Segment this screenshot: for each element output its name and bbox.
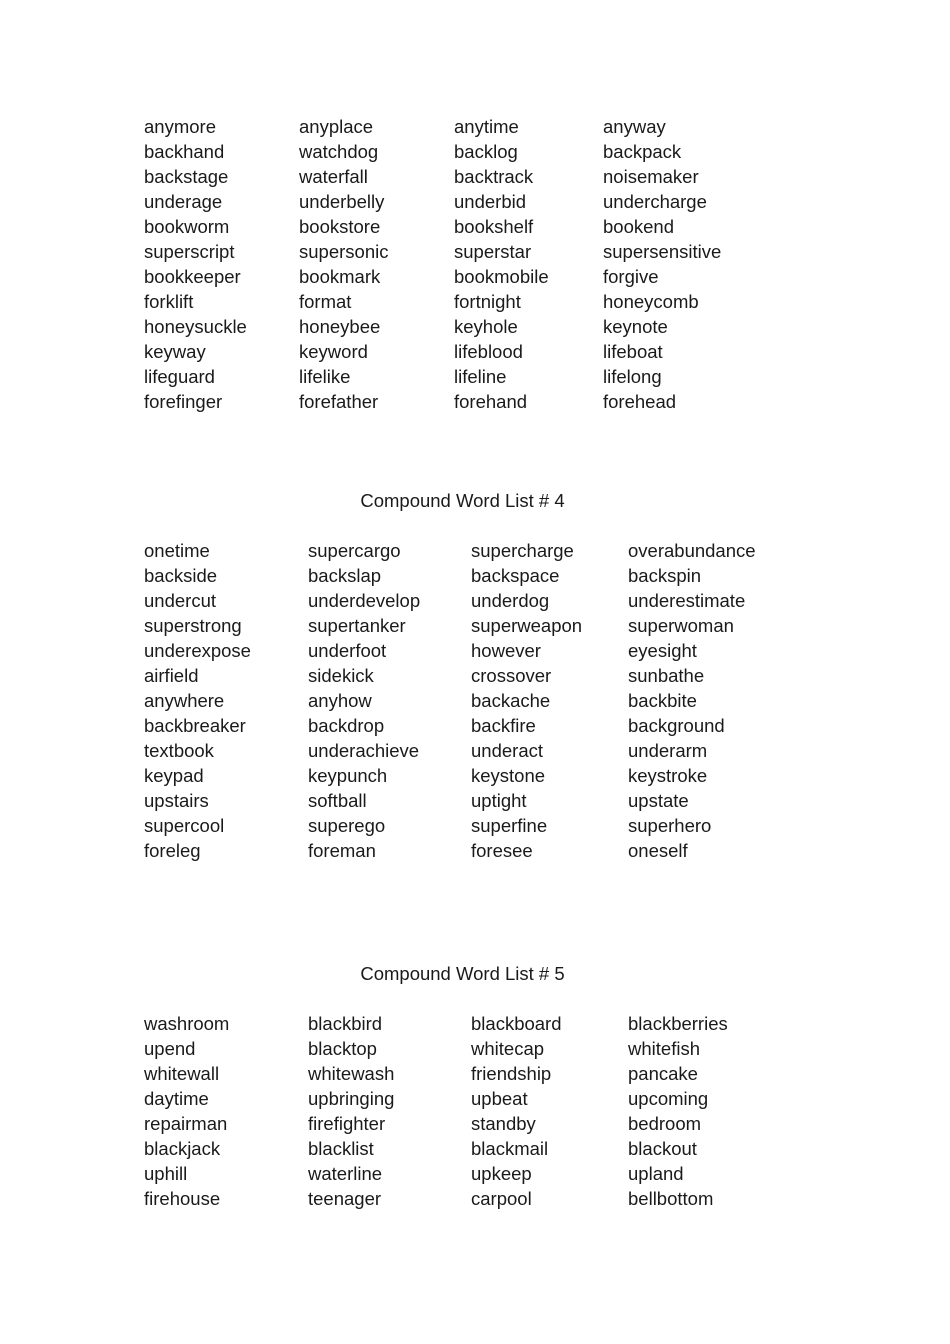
word: repairman bbox=[144, 1113, 228, 1134]
word: keystroke bbox=[628, 765, 708, 786]
table-row bbox=[144, 688, 828, 713]
word: keypunch bbox=[308, 765, 388, 786]
word: keynote bbox=[603, 316, 668, 337]
word: superweapon bbox=[471, 615, 583, 636]
word: honeycomb bbox=[603, 291, 699, 312]
word: anyhow bbox=[308, 690, 372, 711]
table-row bbox=[144, 713, 828, 738]
word: textbook bbox=[144, 740, 214, 761]
table-row bbox=[144, 538, 828, 563]
word: whitewall bbox=[144, 1063, 220, 1084]
word: keyword bbox=[299, 341, 368, 362]
word: waterline bbox=[308, 1163, 383, 1184]
word: superego bbox=[308, 815, 386, 836]
word: washroom bbox=[144, 1013, 230, 1034]
word: foreleg bbox=[144, 840, 201, 861]
word: fortnight bbox=[454, 291, 521, 312]
word: foreman bbox=[308, 840, 376, 861]
section-heading-list-4: Compound Word List # 4 bbox=[360, 490, 565, 511]
word: upkeep bbox=[471, 1163, 532, 1184]
section-heading-list-5: Compound Word List # 5 bbox=[360, 963, 565, 984]
table-row bbox=[144, 613, 828, 638]
table-row bbox=[144, 164, 803, 189]
word: undercut bbox=[144, 590, 216, 611]
word: backfire bbox=[471, 715, 536, 736]
table-row bbox=[144, 1161, 828, 1186]
word: supercargo bbox=[308, 540, 401, 561]
word: foresee bbox=[471, 840, 533, 861]
word: anytime bbox=[454, 116, 519, 137]
word: upbringing bbox=[308, 1088, 395, 1109]
word: superstar bbox=[454, 241, 532, 262]
word: superfine bbox=[471, 815, 548, 836]
word: backache bbox=[471, 690, 551, 711]
word: backpack bbox=[603, 141, 682, 162]
word: bellbottom bbox=[628, 1188, 714, 1209]
table-row bbox=[144, 788, 828, 813]
word: underdog bbox=[471, 590, 550, 611]
word: superhero bbox=[628, 815, 712, 836]
word: pancake bbox=[628, 1063, 698, 1084]
word: underestimate bbox=[628, 590, 746, 611]
word: upcoming bbox=[628, 1088, 709, 1109]
word: upend bbox=[144, 1038, 196, 1059]
word: onetime bbox=[144, 540, 210, 561]
word: underage bbox=[144, 191, 223, 212]
word: noisemaker bbox=[603, 166, 699, 187]
word: underarm bbox=[628, 740, 708, 761]
table-row bbox=[144, 563, 828, 588]
word: underbid bbox=[454, 191, 527, 212]
word: blackbird bbox=[308, 1013, 383, 1034]
table-row bbox=[144, 364, 803, 389]
word: bookmark bbox=[299, 266, 381, 287]
word: blackout bbox=[628, 1138, 697, 1159]
word: sidekick bbox=[308, 665, 374, 686]
word: underexpose bbox=[144, 640, 251, 661]
word: firehouse bbox=[144, 1188, 221, 1209]
word: upbeat bbox=[471, 1088, 528, 1109]
word: whitefish bbox=[628, 1038, 700, 1059]
table-row bbox=[144, 139, 803, 164]
word: underfoot bbox=[308, 640, 387, 661]
word: lifeline bbox=[454, 366, 507, 387]
word: forklift bbox=[144, 291, 194, 312]
word: underbelly bbox=[299, 191, 385, 212]
word-list-5 bbox=[144, 1011, 828, 1211]
word: upland bbox=[628, 1163, 684, 1184]
table-row bbox=[144, 264, 803, 289]
word: bookstore bbox=[299, 216, 381, 237]
table-row bbox=[144, 588, 828, 613]
word: supertanker bbox=[308, 615, 406, 636]
table-row bbox=[144, 314, 803, 339]
word: superscript bbox=[144, 241, 235, 262]
word: forehead bbox=[603, 391, 677, 412]
word: backspin bbox=[628, 565, 702, 586]
word: keyhole bbox=[454, 316, 518, 337]
word: blackmail bbox=[471, 1138, 549, 1159]
word: lifelong bbox=[603, 366, 662, 387]
word-list-4 bbox=[144, 538, 828, 863]
word: carpool bbox=[471, 1188, 532, 1209]
word: however bbox=[471, 640, 541, 661]
word: backbite bbox=[628, 690, 697, 711]
word: teenager bbox=[308, 1188, 382, 1209]
table-row bbox=[144, 738, 828, 763]
table-row bbox=[144, 1086, 828, 1111]
word: watchdog bbox=[299, 141, 379, 162]
table-row bbox=[144, 638, 828, 663]
word: backstage bbox=[144, 166, 229, 187]
word: superwoman bbox=[628, 615, 734, 636]
word: bookmobile bbox=[454, 266, 549, 287]
word: blackjack bbox=[144, 1138, 221, 1159]
word: backdrop bbox=[308, 715, 385, 736]
table-row bbox=[144, 239, 803, 264]
word: backslap bbox=[308, 565, 382, 586]
word: anymore bbox=[144, 116, 216, 137]
word: bedroom bbox=[628, 1113, 702, 1134]
word: keystone bbox=[471, 765, 546, 786]
word: backhand bbox=[144, 141, 225, 162]
word: eyesight bbox=[628, 640, 697, 661]
word: anyplace bbox=[299, 116, 374, 137]
word: airfield bbox=[144, 665, 199, 686]
word: forefinger bbox=[144, 391, 223, 412]
word: softball bbox=[308, 790, 367, 811]
word: lifeblood bbox=[454, 341, 523, 362]
table-row bbox=[144, 813, 828, 838]
word: blackberries bbox=[628, 1013, 728, 1034]
table-row bbox=[144, 838, 828, 863]
word: supercool bbox=[144, 815, 225, 836]
table-row bbox=[144, 763, 828, 788]
word: forefather bbox=[299, 391, 379, 412]
word: format bbox=[299, 291, 352, 312]
word: blackboard bbox=[471, 1013, 562, 1034]
word: undercharge bbox=[603, 191, 707, 212]
word: backside bbox=[144, 565, 218, 586]
word: lifelike bbox=[299, 366, 351, 387]
word: backspace bbox=[471, 565, 560, 586]
table-row bbox=[144, 189, 803, 214]
word: upstate bbox=[628, 790, 689, 811]
table-row bbox=[144, 339, 803, 364]
word: sunbathe bbox=[628, 665, 705, 686]
word: keypad bbox=[144, 765, 204, 786]
word: bookend bbox=[603, 216, 674, 237]
word: anyway bbox=[603, 116, 666, 137]
table-row bbox=[144, 1111, 828, 1136]
word: bookkeeper bbox=[144, 266, 241, 287]
table-row bbox=[144, 1036, 828, 1061]
word: overabundance bbox=[628, 540, 756, 561]
word: crossover bbox=[471, 665, 552, 686]
word: uphill bbox=[144, 1163, 188, 1184]
word: bookshelf bbox=[454, 216, 534, 237]
word: underdevelop bbox=[308, 590, 421, 611]
word: underachieve bbox=[308, 740, 420, 761]
word: uptight bbox=[471, 790, 527, 811]
word: forehand bbox=[454, 391, 528, 412]
word: friendship bbox=[471, 1063, 552, 1084]
word: bookworm bbox=[144, 216, 230, 237]
word: blacktop bbox=[308, 1038, 377, 1059]
word: blacklist bbox=[308, 1138, 374, 1159]
table-row bbox=[144, 289, 803, 314]
table-row bbox=[144, 1136, 828, 1161]
word: daytime bbox=[144, 1088, 209, 1109]
word: whitecap bbox=[471, 1038, 545, 1059]
word: firefighter bbox=[308, 1113, 386, 1134]
word: supercharge bbox=[471, 540, 574, 561]
word: lifeboat bbox=[603, 341, 663, 362]
word: oneself bbox=[628, 840, 688, 861]
table-row bbox=[144, 1186, 828, 1211]
word: forgive bbox=[603, 266, 659, 287]
table-row bbox=[144, 214, 803, 239]
table-row bbox=[144, 663, 828, 688]
table-row bbox=[144, 389, 803, 414]
word: backlog bbox=[454, 141, 518, 162]
table-row bbox=[144, 1011, 828, 1036]
word: background bbox=[628, 715, 725, 736]
word: supersensitive bbox=[603, 241, 722, 262]
word: anywhere bbox=[144, 690, 225, 711]
word: supersonic bbox=[299, 241, 389, 262]
word: keyway bbox=[144, 341, 206, 362]
word: upstairs bbox=[144, 790, 209, 811]
table-row bbox=[144, 1061, 828, 1086]
table-row bbox=[144, 114, 803, 139]
word: underact bbox=[471, 740, 543, 761]
word-list-3 bbox=[144, 114, 803, 414]
word: honeysuckle bbox=[144, 316, 247, 337]
word: backtrack bbox=[454, 166, 534, 187]
word: whitewash bbox=[308, 1063, 395, 1084]
word: waterfall bbox=[299, 166, 368, 187]
word: lifeguard bbox=[144, 366, 215, 387]
word: standby bbox=[471, 1113, 536, 1134]
word: backbreaker bbox=[144, 715, 246, 736]
word: superstrong bbox=[144, 615, 242, 636]
word: honeybee bbox=[299, 316, 381, 337]
